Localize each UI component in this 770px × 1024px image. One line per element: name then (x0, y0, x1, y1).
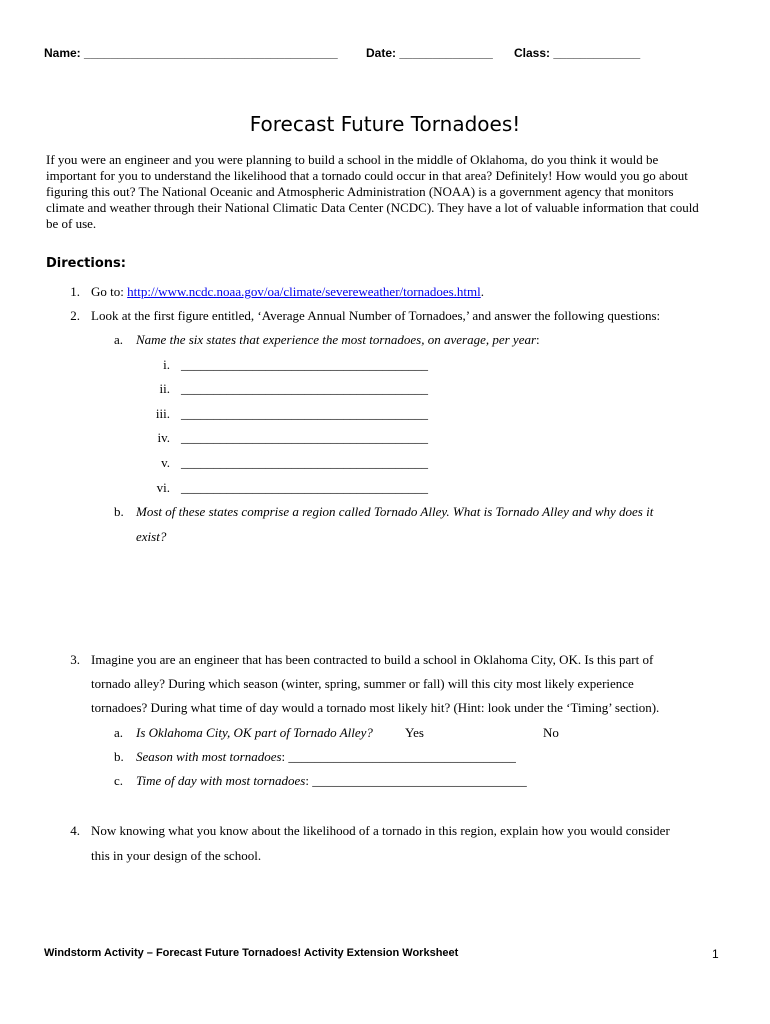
yes-option[interactable]: Yes (405, 725, 424, 740)
item-2-number: 2. (70, 308, 80, 323)
answer-blank-1[interactable]: ______________________________________ (181, 357, 428, 372)
date-field-label: Date: ______________ (366, 46, 493, 60)
class-field-label: Class: _____________ (514, 46, 641, 60)
item-1-text: Go to: (91, 284, 128, 299)
item-4-number: 4. (70, 823, 80, 838)
item-4-text-line-2: this in your design of the school. (91, 848, 262, 863)
answer-blank-4[interactable]: ______________________________________ (181, 430, 428, 445)
item-3c (136, 773, 527, 789)
item-2a (136, 332, 540, 348)
roman-numeral-5: v. (161, 455, 170, 470)
item-4-text-line-1: Now knowing what you know about the likelihood of a tornado in this region, explain how you would consider (91, 823, 670, 838)
roman-numeral-1: i. (163, 357, 170, 372)
page-title: Forecast Future Tornadoes! (249, 112, 521, 136)
item-1-period: . (480, 284, 485, 299)
answer-blank-6[interactable]: ______________________________________ (181, 480, 428, 495)
item-3c-letter: c. (114, 773, 124, 788)
item-2a-text: Name the six states that experience the most tornadoes, on average, per year (136, 332, 537, 347)
item-3b-letter: b. (114, 749, 124, 764)
intro-paragraph: If you were an engineer and you were planning to build a school in the middle of Oklahoma, do you think it would be important for you to understand the likelihood that a tornado could occur in that area? Definitely! How would you go about figuring this out? The National Oceanic and Atmospheric Administration (NOAA) is a government agency that monitors climate and weather through their National Climatic Data Center (NCDC). They have a lot of valuable information that could be of use. (46, 152, 699, 231)
item-3a-letter: a. (114, 725, 124, 740)
item-3b-text: Season with most tornadoes (136, 749, 282, 764)
ncdc-link[interactable]: http://www.ncdc.noaa.gov/oa/climate/severeweather/tornadoes.html (127, 284, 481, 299)
time-answer-blank[interactable]: : _________________________________ (305, 773, 527, 788)
item-3c-text: Time of day with most tornadoes (136, 773, 306, 788)
roman-numeral-4: iv. (157, 430, 170, 445)
roman-numeral-6: vi. (156, 480, 170, 495)
item-3b (136, 749, 516, 765)
item-3-text-line-1: Imagine you are an engineer that has been contracted to build a school in Oklahoma City, OK. Is this part of (91, 652, 654, 667)
answer-blank-5[interactable]: ______________________________________ (181, 455, 428, 470)
item-2a-colon: : (536, 332, 540, 347)
roman-numeral-2: ii. (159, 381, 170, 396)
roman-numeral-3: iii. (155, 406, 170, 421)
item-3a-text: Is Oklahoma City, OK part of Tornado Alley? (136, 725, 373, 740)
season-answer-blank[interactable]: : ___________________________________ (281, 749, 516, 764)
item-1 (91, 284, 484, 300)
item-3-text-line-3: tornadoes? During what time of day would a tornado most likely hit? (Hint: look under the ‘Timing’ section). (91, 700, 660, 715)
item-2b-text-line-2: exist? (136, 529, 167, 544)
item-2b-text-line-1: Most of these states comprise a region called Tornado Alley. What is Tornado Alley and why does it (136, 504, 654, 519)
answer-blank-3[interactable]: ______________________________________ (181, 406, 428, 421)
page-number: 1 (712, 947, 719, 961)
answer-blank-2[interactable]: ______________________________________ (181, 381, 428, 396)
item-2-text: Look at the first figure entitled, ‘Average Annual Number of Tornadoes,’ and answer the following questions: (91, 308, 661, 323)
name-field-label: Name: ______________________________________ (44, 46, 338, 60)
footer-text: Windstorm Activity – Forecast Future Tornadoes! Activity Extension Worksheet (44, 947, 459, 959)
item-2a-letter: a. (114, 332, 124, 347)
item-1-number: 1. (70, 284, 80, 299)
item-2b-letter: b. (114, 504, 124, 519)
directions-heading: Directions: (46, 256, 126, 271)
item-3-text-line-2: tornado alley? During which season (winter, spring, summer or fall) will this city most likely experience (91, 676, 634, 691)
no-option[interactable]: No (543, 725, 559, 740)
item-3-number: 3. (70, 652, 80, 667)
